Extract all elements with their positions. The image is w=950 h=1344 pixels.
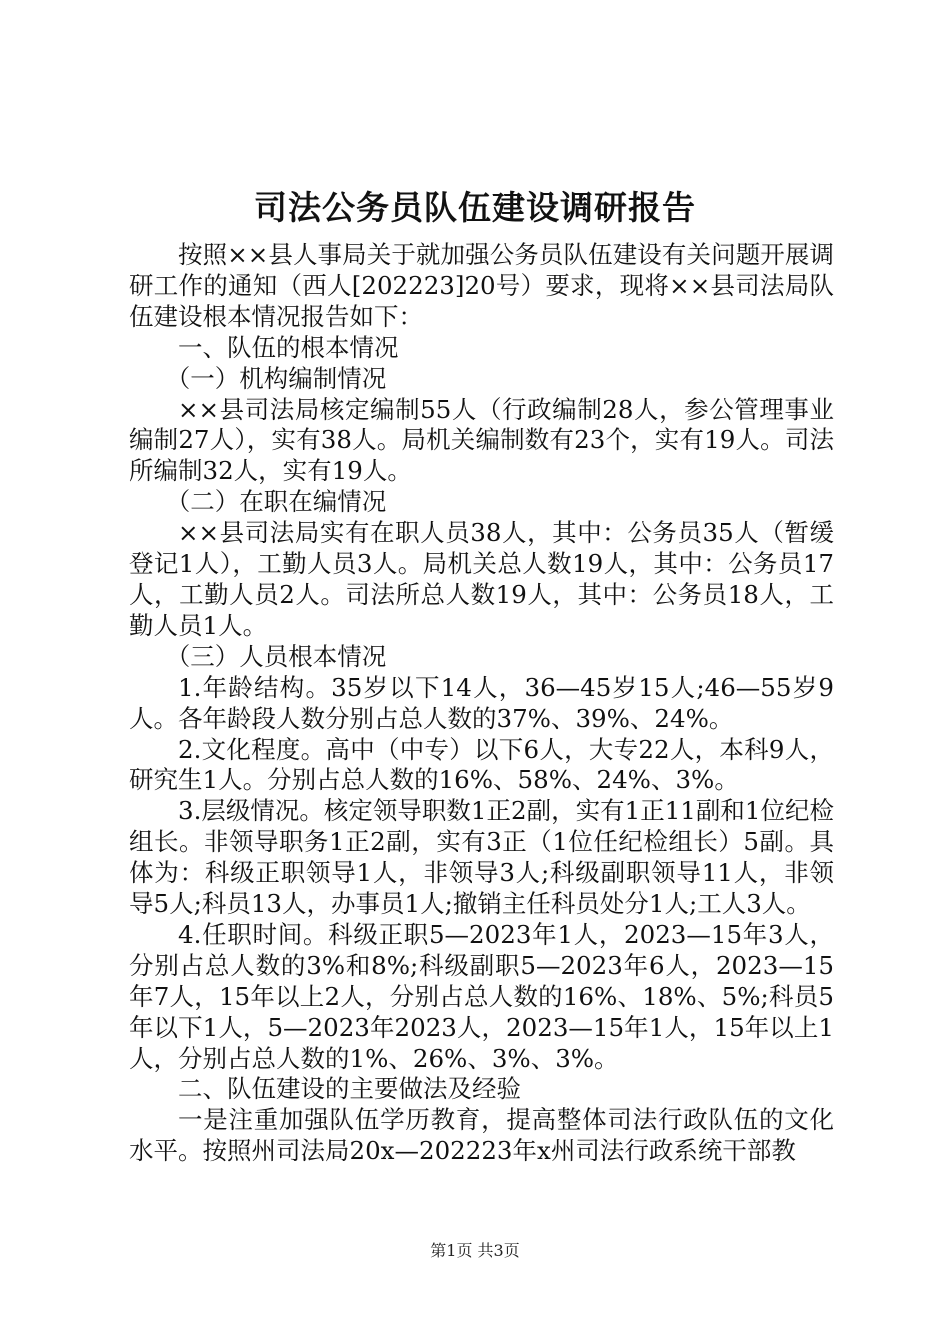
paragraph-education-measures: 一是注重加强队伍学历教育，提高整体司法行政队伍的文化水平。按照州司法局20x—202223年x州司法行政系统干部教 — [129, 1105, 834, 1166]
paragraph-rank-levels: 3.层级情况。核定领导职数1正2副，实有1正11副和1位纪检组长。非领导职务1正2副，实有3正（1位任纪检组长）5副。具体为：科级正职领导1人，非领导3人;科级副职领导11人，非领导5人;科员13人，办事员1人;撤销主任科员处分1人;工人3人。 — [129, 796, 834, 919]
paragraph-intro: 按照××县人事局关于就加强公务员队伍建设有关问题开展调研工作的通知（西人[202223]20号）要求，现将××县司法局队伍建设根本情况报告如下： — [129, 240, 834, 331]
paragraph-age-structure: 1.年龄结构。35岁以下14人，36—45岁15人;46—55岁9人。各年龄段人数分别占总人数的37%、39%、24%。 — [129, 672, 834, 733]
subheading-personnel: （三）人员根本情况 — [165, 641, 387, 671]
document-title: 司法公务员队伍建设调研报告 — [254, 188, 696, 227]
paragraph-tenure: 4.任职时间。科级正职5—2023年1人，2023—15年3人，分别占总人数的3%和8%;科级副职5—2023年6人，2023—15年7人，15年以上2人，分别占总人数的16%、18%、5%;科员5年以下1人，5—2023年2023人，2023—15年1人，15年以上1人，分别占总人数的1%、26%、3%、3%。 — [129, 919, 834, 1073]
paragraph-education: 2.文化程度。高中（中专）以下6人，大专22人，本科9人，研究生1人。分别占总人数的16%、58%、24%、3%。 — [129, 734, 834, 795]
page-number-footer: 第1页 共3页 — [430, 1241, 520, 1260]
paragraph-in-service: ××县司法局实有在职人员38人，其中：公务员35人（暂缓登记1人），工勤人员3人。局机关总人数19人，其中：公务员17人，工勤人员2人。司法所总人数19人，其中：公务员18人，工勤人员1人。 — [129, 518, 834, 640]
subheading-in-service: （二）在职在编情况 — [165, 487, 387, 517]
subheading-org-staffing: （一）机构编制情况 — [165, 363, 387, 393]
document-body — [129, 240, 834, 1167]
paragraph-org-staffing: ××县司法局核定编制55人（行政编制28人，参公管理事业编制27人），实有38人。局机关编制数有23个，实有19人。司法所编制32人，实有19人。 — [129, 394, 834, 486]
heading-section-2: 二、队伍建设的主要做法及经验 — [178, 1074, 521, 1104]
heading-section-1: 一、队伍的根本情况 — [178, 332, 399, 362]
